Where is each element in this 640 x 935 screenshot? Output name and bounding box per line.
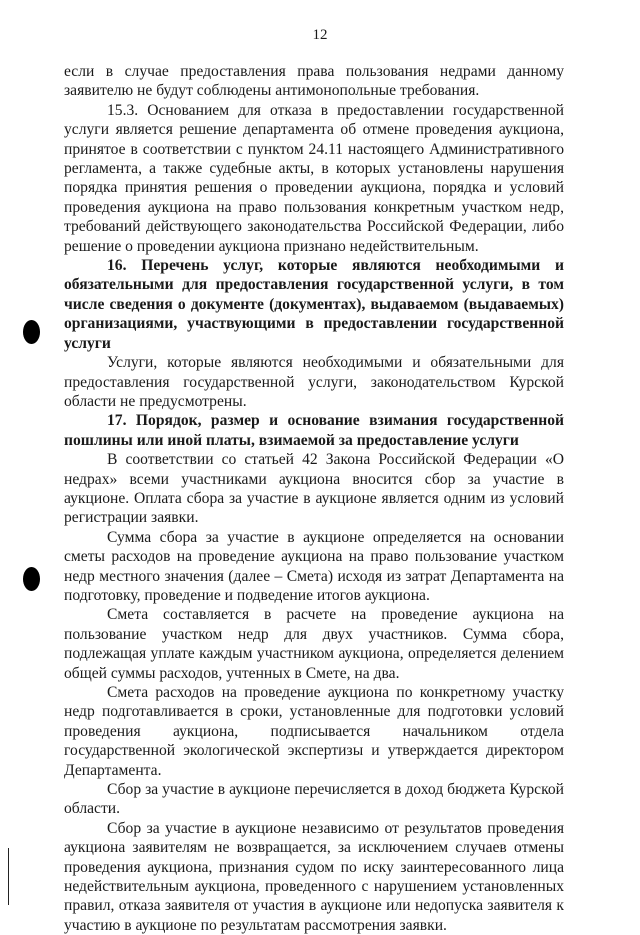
paragraph: Сбор за участие в аукционе независимо от результатов проведения аукциона заявителям не возвращается, за исключением случаев отмены проведения аукциона, признания судом по иску заинтересованного лица недействительным аукциона, проведенного с нарушением установленных правил, отказа заявителя от участия в аукционе или недопуска заявителя к участию в аукционе по результатам рассмотрения заявки. [64, 819, 564, 934]
paragraph-15-3: 15.3. Основанием для отказа в предоставлении государственной услуги является решение департамента об отмене проведения аукциона, принятое в соответствии с пунктом 24.11 настоящего Административного регламента, а также судебные акты, в которых установлены нарушения порядка принятия решения о проведении аукциона, порядка и условий проведения аукциона на право пользования конкретным участком недр, требований действующего законодательства Российской Федерации, либо решение о проведении аукциона признано недействительным. [64, 101, 564, 255]
paragraph: Смета составляется в расчете на проведение аукциона на пользование участком недр для двух участников. Сумма сбора, подлежащая уплате каждым участником аукциона, определяется делением общей суммы расходов, учтенных в Смете, на два. [64, 606, 564, 682]
paragraph: В соответствии со статьей 42 Закона Российской Федерации «О недрах» всеми участниками аукциона вносится сбор за участие в аукционе. Оплата сбора за участие в аукционе является одним из условий регистрации заявки. [64, 451, 564, 527]
paragraph: Услуги, которые являются необходимыми и обязательными для предоставления государственной услуги, законодательством Курской области не предусмотрены. [64, 354, 564, 410]
paragraph: Сумма сбора за участие в аукционе определяется на основании сметы расходов на проведение аукциона на право пользование участком недр местного значения (далее – Смета) исходя из затрат Департамента на подготовку, проведение и подведение итогов аукциона. [64, 528, 564, 604]
section-heading-16: 16. Перечень услуг, которые являются необходимыми и обязательными для предоставления государственной услуги, в том числе сведения о документе (документах), выдаваемом (выдаваемых) организациями, участвующими в предоставлении государственной услуги [64, 257, 564, 352]
paragraph: Смета расходов на проведение аукциона по конкретному участку недр подготавливается в сроки, установленные для подготовки условий проведения аукциона, подписывается начальником отдела государственной экологической экспертизы и утверждается директором Департамента. [64, 684, 564, 779]
punch-hole [23, 320, 40, 344]
paragraph-continuation: если в случае предоставления права пользования недрами данному заявителю не будут соблюдены антимонопольные требования. [64, 63, 564, 100]
section-heading-17: 17. Порядок, размер и основание взимания государственной пошлины или иной платы, взимаемой за предоставление услуги [64, 412, 564, 449]
paragraph: Сбор за участие в аукционе перечисляется в доход бюджета Курской области. [64, 781, 564, 818]
page-number: 12 [312, 27, 328, 43]
document-body [64, 62, 564, 935]
punch-hole [23, 567, 40, 591]
scan-edge-line [8, 848, 9, 905]
